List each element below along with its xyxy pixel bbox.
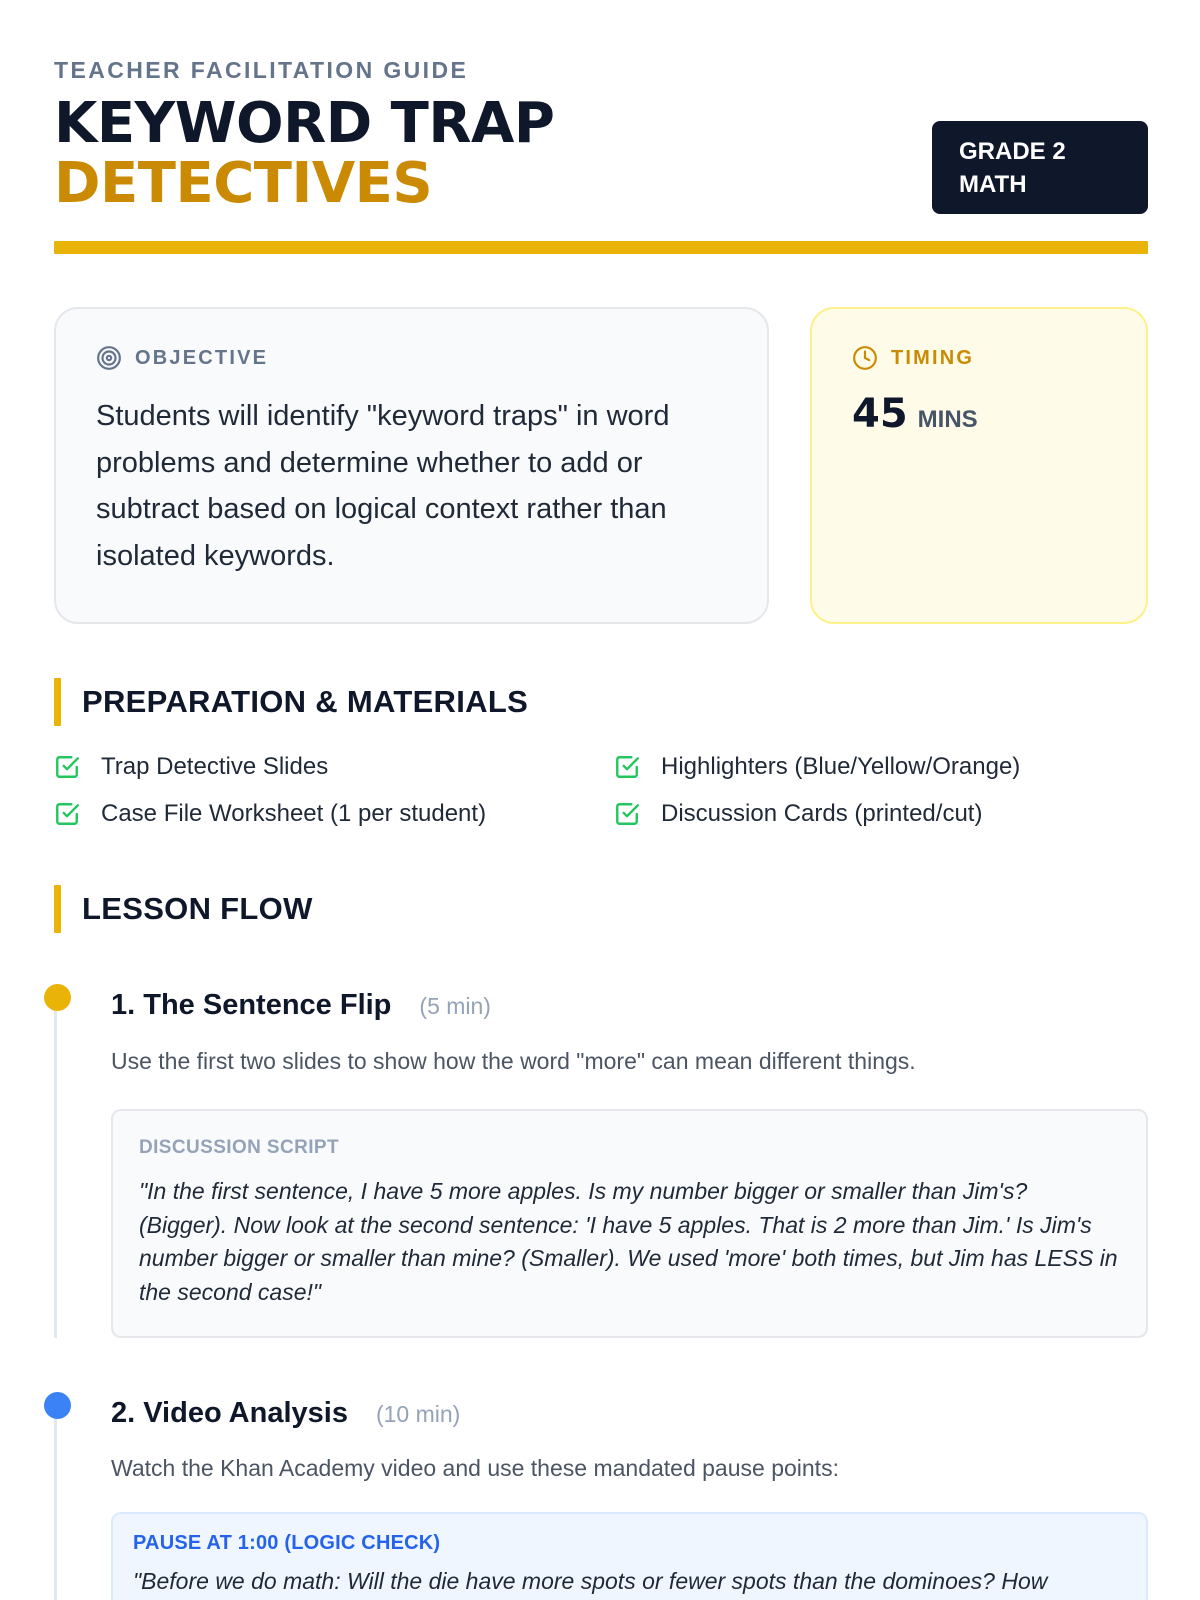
- checkbox-checked-icon: [54, 754, 80, 780]
- timing-label: TIMING: [891, 346, 975, 369]
- pause-point-box: [111, 1512, 1148, 1600]
- checkbox-checked-icon: [54, 801, 80, 827]
- section-accent-bar: [54, 678, 61, 726]
- timeline-line: [54, 1403, 57, 1600]
- materials-list: [54, 751, 1148, 830]
- header-divider: [54, 241, 1148, 254]
- timeline-dot: [44, 984, 71, 1011]
- section-accent-bar: [54, 885, 61, 933]
- material-label: Highlighters (Blue/Yellow/Orange): [661, 753, 1021, 780]
- materials-heading: PREPARATION & MATERIALS: [82, 684, 529, 719]
- material-label: Discussion Cards (printed/cut): [661, 800, 983, 827]
- grade-badge-line-2: MATH: [959, 171, 1027, 198]
- grade-badge-line-1: GRADE 2: [959, 138, 1066, 165]
- step-description: Watch the Khan Academy video and use these mandated pause points:: [111, 1455, 839, 1481]
- step-heading: [111, 1397, 460, 1430]
- lesson-flow-heading: LESSON FLOW: [82, 891, 313, 926]
- material-item: [614, 751, 1148, 783]
- material-label: Case File Worksheet (1 per student): [101, 800, 487, 827]
- objective-label: OBJECTIVE: [135, 346, 269, 369]
- step-title: 2. Video Analysis: [111, 1397, 348, 1429]
- timing-value: [852, 391, 1106, 437]
- title-line-2: DETECTIVES: [54, 151, 433, 216]
- clock-icon: [852, 345, 878, 371]
- checkbox-checked-icon: [614, 754, 640, 780]
- material-item: [54, 751, 614, 783]
- timing-label-row: [852, 345, 1106, 371]
- discussion-script-box: [111, 1109, 1148, 1338]
- lesson-flow-section-header: [54, 885, 313, 933]
- step-title: 1. The Sentence Flip: [111, 989, 392, 1021]
- timing-card: [810, 307, 1148, 624]
- checkbox-checked-icon: [614, 801, 640, 827]
- discussion-script-label: DISCUSSION SCRIPT: [139, 1137, 339, 1158]
- target-icon: [96, 345, 122, 371]
- guide-eyebrow: TEACHER FACILITATION GUIDE: [54, 57, 469, 83]
- discussion-script-text: "In the first sentence, I have 5 more apples. Is my number bigger or smaller than Jim's? (Bigger). Now look at the second sentence: 'I have 5 apples. That is 2 more than Jim.' Is Jim's number bigger or smaller than mine? (Smaller). We used 'more' both times, but Jim has LESS in the second case!": [139, 1178, 1118, 1305]
- step-duration: (5 min): [419, 993, 491, 1019]
- objective-text: Students will identify "keyword traps" in word problems and determine whether to add or subtract based on logical context rather than isolated keywords.: [96, 400, 670, 572]
- grade-badge: [932, 121, 1148, 214]
- page-title: [54, 91, 555, 216]
- materials-section-header: [54, 678, 528, 726]
- timeline-dot: [44, 1392, 71, 1419]
- step-duration: (10 min): [375, 1401, 461, 1427]
- timing-number: 45: [852, 391, 908, 437]
- step-description: Use the first two slides to show how the word "more" can mean different things.: [111, 1048, 916, 1074]
- step-heading: [111, 989, 491, 1022]
- timing-unit: MINS: [917, 406, 978, 433]
- title-line-1: KEYWORD TRAP: [54, 91, 555, 156]
- material-item: [54, 798, 614, 830]
- material-label: Trap Detective Slides: [101, 753, 329, 780]
- objective-label-row: [96, 345, 727, 371]
- timeline-line: [54, 1000, 57, 1338]
- objective-card: [54, 307, 769, 624]
- pause-point-text: "Before we do math: Will the die have more spots or fewer spots than the dominoes? How: [133, 1568, 1048, 1594]
- material-item: [614, 798, 1148, 830]
- pause-point-label: PAUSE AT 1:00 (LOGIC CHECK): [133, 1532, 441, 1554]
